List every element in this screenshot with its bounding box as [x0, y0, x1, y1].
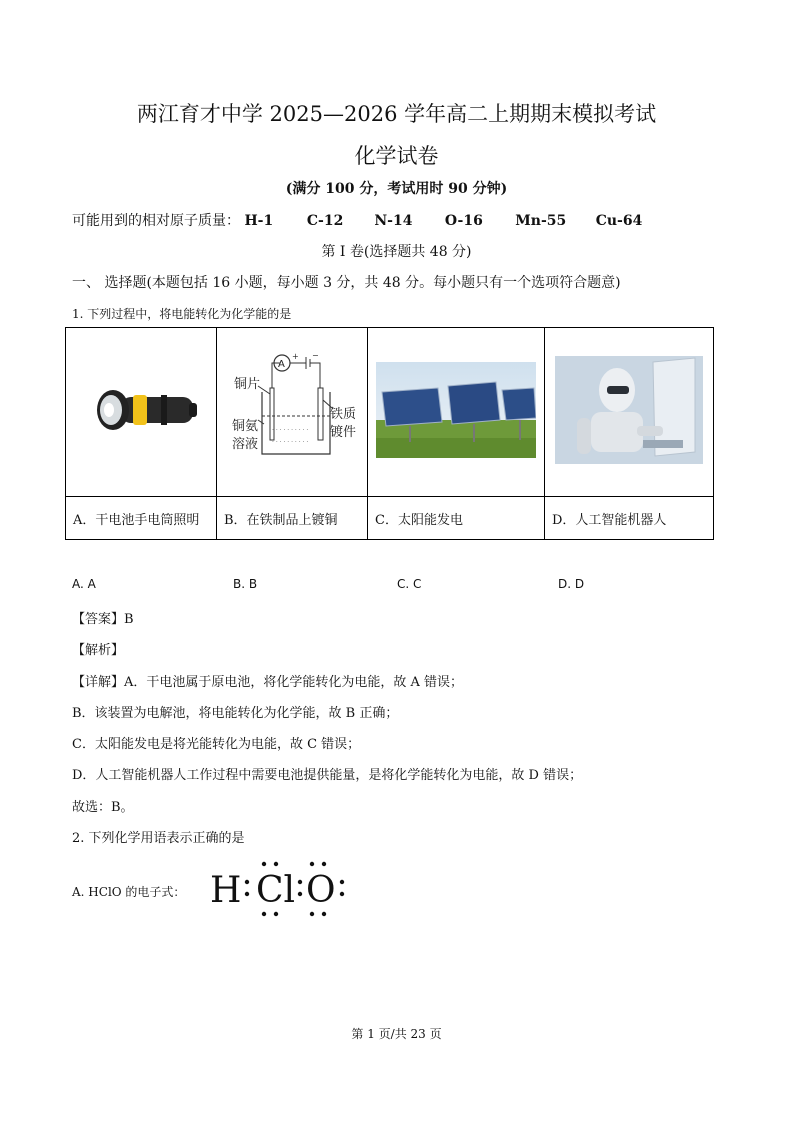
answer-line: 【答案】B: [72, 612, 134, 627]
explanation-line: 【详解】A．干电池属于原电池，将化学能转化为电能，故 A 错误；: [72, 675, 464, 690]
option-b-image-cell: [217, 328, 368, 497]
exam-subtitle: 化学试卷: [354, 144, 439, 168]
ai-robot-image: [555, 356, 703, 464]
flashlight-image: [81, 375, 201, 445]
choice-a: A. A: [72, 577, 96, 591]
option-c-caption: C．太阳能发电: [368, 497, 545, 540]
formula-atom-cl: Cl: [256, 870, 296, 911]
choice-b: B. B: [233, 577, 258, 591]
explanation-line: B．该装置为电解池，将电能转化为化学能，故 B 正确；: [72, 706, 399, 721]
svg-text:· · · · · · · · · ·: · · · · · · · · · ·: [272, 427, 309, 434]
choice-d: D. D: [558, 577, 585, 591]
atomic-mass-item: O-16: [444, 213, 483, 229]
iron-part-label-1: 铁质: [330, 407, 357, 422]
svg-text:· · · · · · · · · ·: · · · · · · · · · ·: [272, 439, 309, 446]
analysis-label: 【解析】: [72, 643, 125, 658]
solution-label: 溶液: [232, 437, 259, 452]
choice-c: C. C: [397, 577, 422, 591]
option-d-image-cell: [545, 328, 714, 497]
solar-panels-image: [376, 362, 536, 458]
question-1-stem: 1. 下列过程中，将电能转化为化学能的是: [72, 307, 292, 321]
atomic-mass-item: H-1: [244, 213, 274, 229]
atomic-mass-item: Mn-55: [515, 213, 567, 229]
exam-title: 两江育才中学 2025—2026 学年高二上期期末模拟考试: [136, 102, 657, 126]
explanation-line: D．人工智能机器人工作过程中需要电池提供能量，是将化学能转化为电能，故 D 错误；: [72, 768, 583, 783]
exam-note: (满分 100 分，考试用时 90 分钟): [285, 181, 508, 197]
question-2-option-a-label: A. HClO 的电子式：: [72, 885, 186, 899]
question-1-options-table: [65, 327, 714, 540]
electroplating-diagram: [222, 350, 362, 470]
atomic-mass-item: C-12: [306, 213, 344, 229]
page-footer: 第 1 页/共 23 页: [351, 1027, 442, 1041]
option-a-caption: A．干电池手电筒照明: [66, 497, 217, 540]
section-title: 一、 选择题(本题包括 16 小题，每小题 3 分，共 48 分。每小题只有一个选项符合题意): [72, 275, 621, 291]
svg-text:−: −: [312, 351, 319, 360]
ammeter-label: A: [278, 359, 285, 370]
svg-text:+: +: [292, 352, 299, 361]
atomic-mass-item: N-14: [374, 213, 413, 229]
copper-ammonia-label: 铜氨: [232, 419, 259, 434]
explanation-line: 故选：B。: [72, 800, 134, 815]
formula-atom-o: O: [306, 870, 336, 911]
atomic-mass-item: Cu-64: [595, 213, 643, 229]
option-d-caption: D．人工智能机器人: [545, 497, 714, 540]
option-b-caption: B．在铁制品上镀铜: [217, 497, 368, 540]
option-c-image-cell: [368, 328, 545, 497]
formula-atom-h: H: [210, 870, 242, 911]
atomic-masses: [72, 210, 642, 230]
option-a-image-cell: [66, 328, 217, 497]
atomic-masses-label: 可能用到的相对原子质量：: [72, 213, 240, 229]
copper-sheet-label: 铜片: [234, 377, 261, 392]
volume-title: 第 I 卷(选择题共 48 分): [321, 244, 472, 260]
explanation-line: C．太阳能发电是将光能转化为电能，故 C 错误；: [72, 737, 361, 752]
iron-part-label-2: 镀件: [330, 425, 357, 440]
hclo-electron-formula: [206, 856, 356, 922]
question-2-stem: 2. 下列化学用语表示正确的是: [72, 831, 245, 846]
